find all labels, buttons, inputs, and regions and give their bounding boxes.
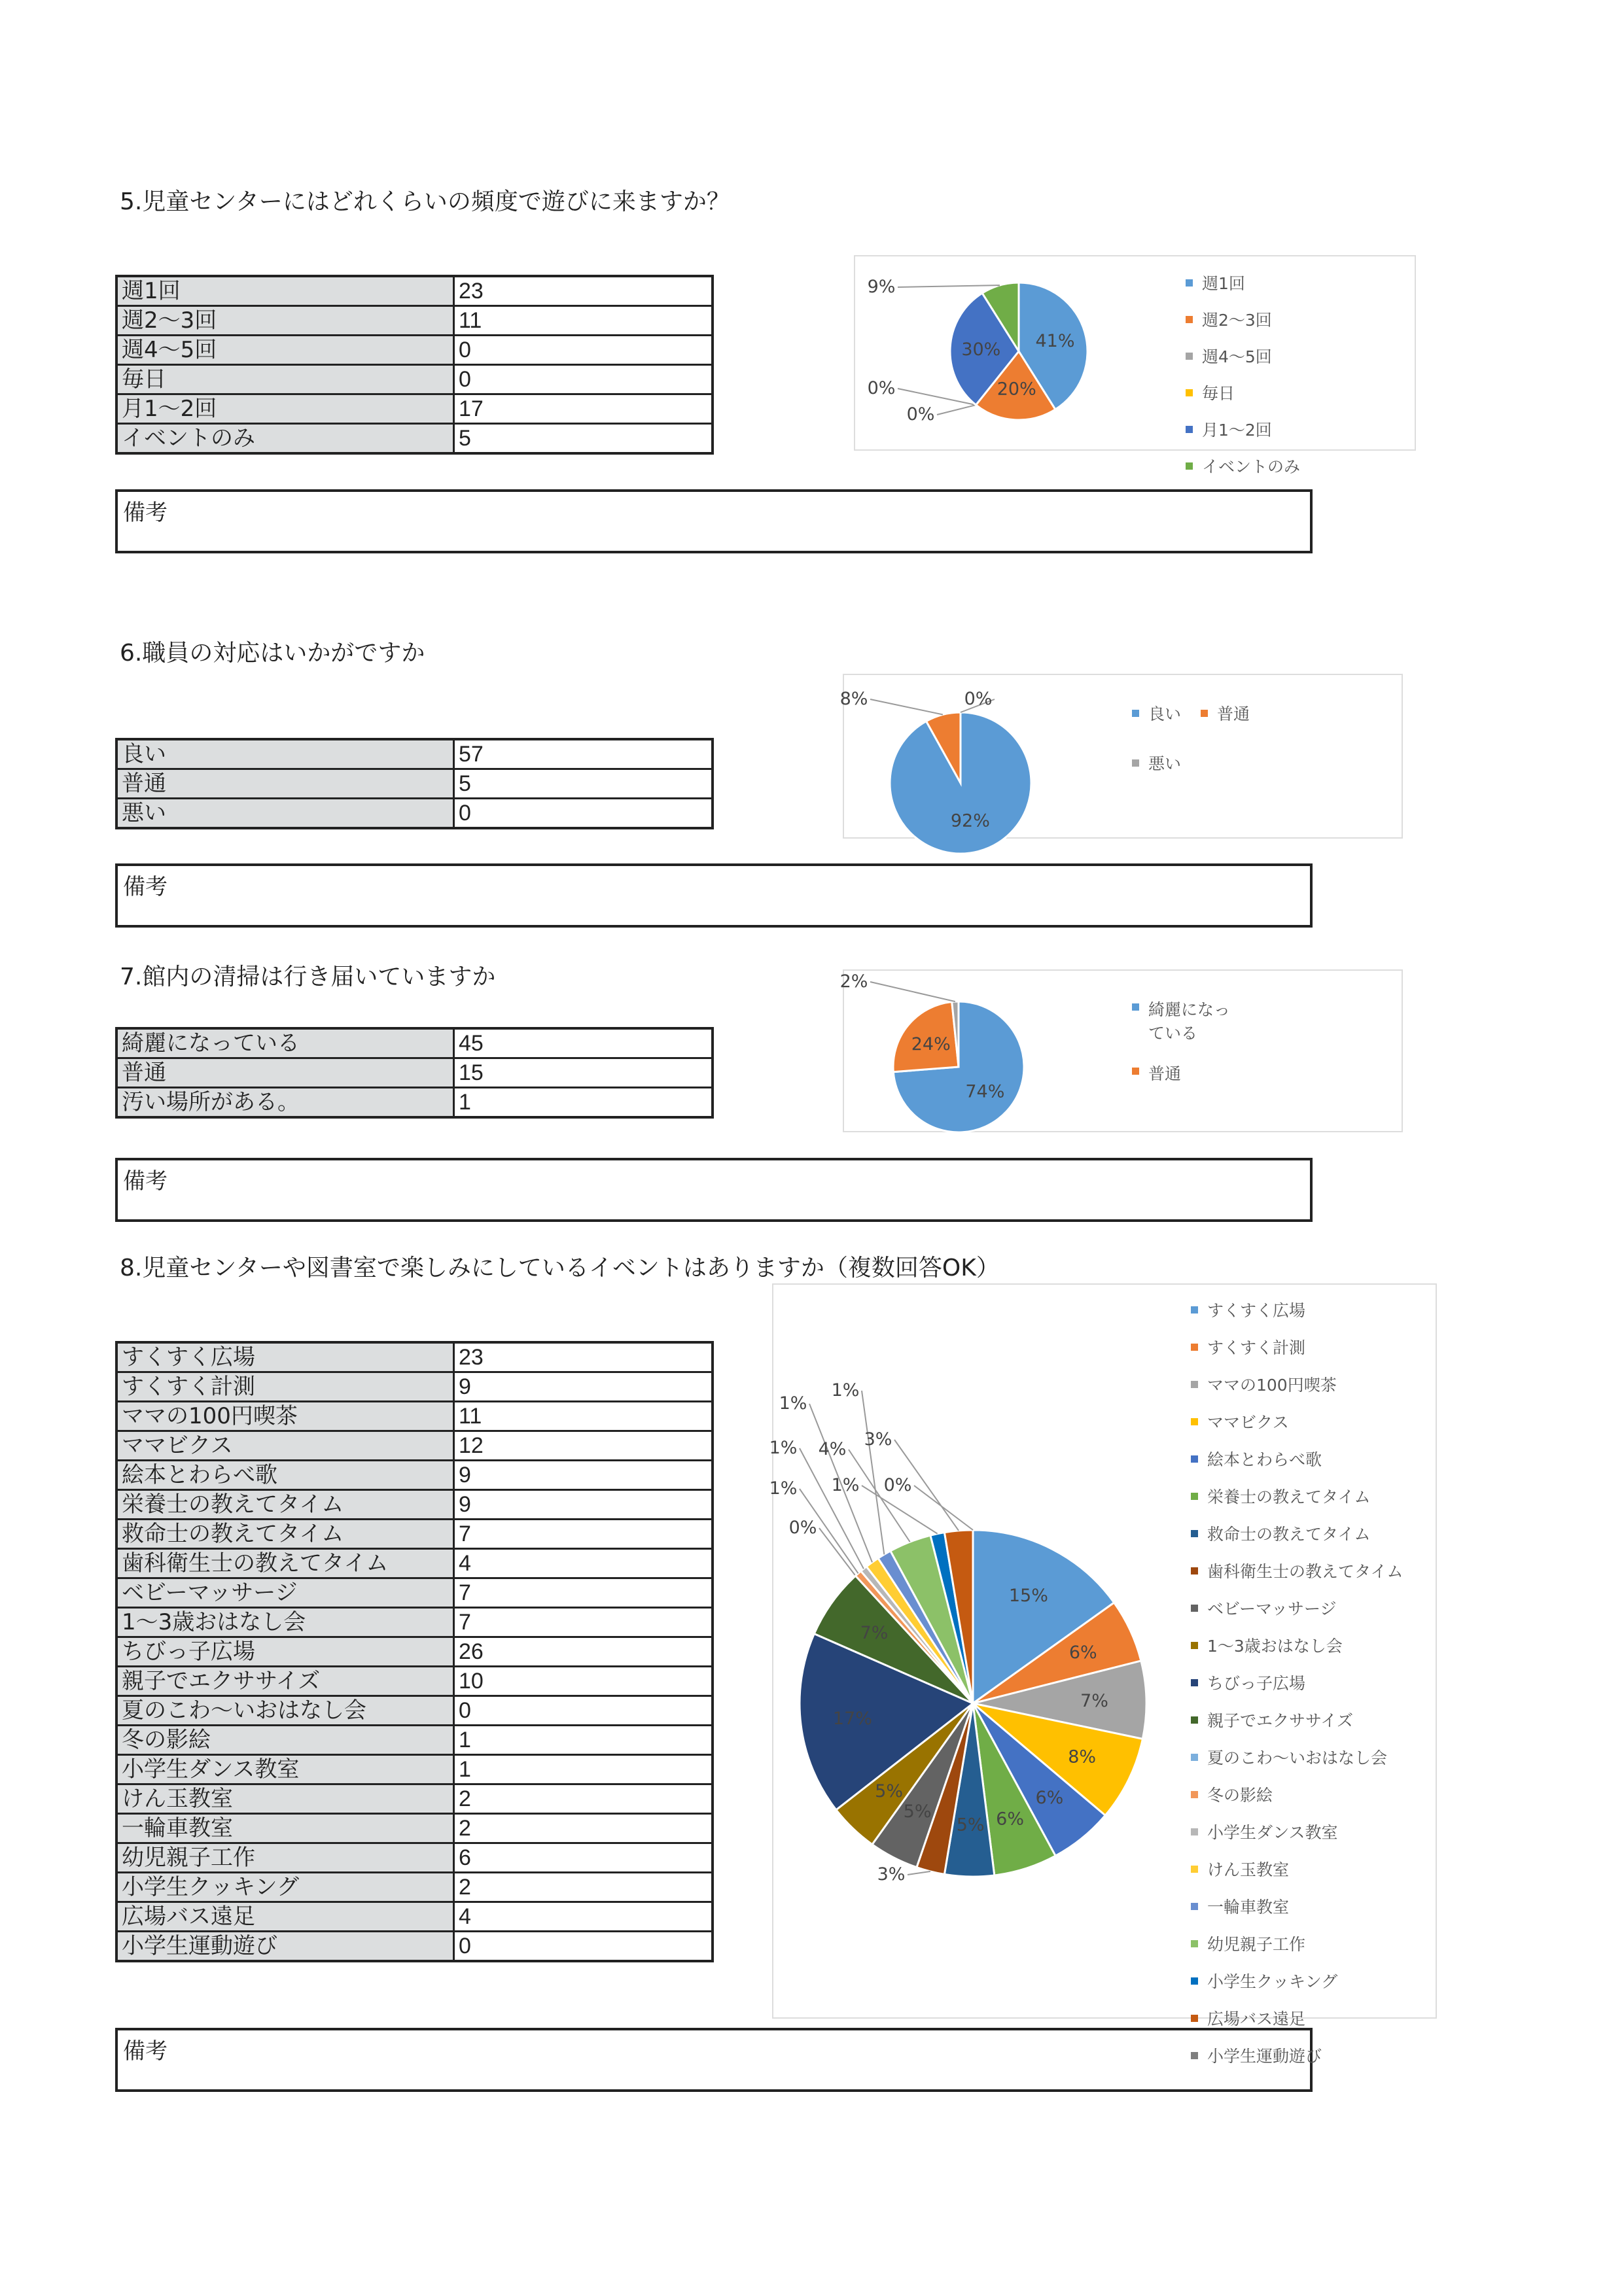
row-label: 栄養士の教えてタイム [116, 1490, 454, 1520]
row-label: ベビーマッサージ [116, 1578, 454, 1608]
legend-swatch-icon [1191, 1455, 1198, 1463]
legend-swatch-icon [1186, 353, 1193, 360]
legend-item [1132, 751, 1181, 774]
row-label: 週2～3回 [116, 306, 454, 336]
legend-item [1191, 1410, 1403, 1433]
legend-label: 良い [1148, 704, 1182, 723]
chart-2-box [839, 674, 1403, 839]
legend-swatch-icon [1132, 1003, 1139, 1011]
table-row [116, 799, 713, 829]
legend-item [1186, 381, 1300, 404]
row-value[interactable]: 5 [454, 769, 713, 799]
row-label: けん玉教室 [116, 1784, 454, 1814]
row-value[interactable]: 2 [454, 1873, 713, 1902]
legend-swatch-icon [1191, 1306, 1198, 1313]
legend-swatch-icon [1191, 2052, 1198, 2059]
chart-4-legend [1191, 1298, 1403, 2067]
pie-chart-cleanliness [839, 971, 1402, 1131]
legend-label: ちびっ子広場 [1207, 1674, 1306, 1693]
legend-item [1186, 417, 1300, 441]
legend-label: 広場バス遠足 [1207, 2009, 1306, 2028]
table-row [116, 1578, 713, 1608]
table-row [116, 1402, 713, 1431]
legend-label: 普通 [1148, 1064, 1182, 1083]
row-value[interactable]: 1 [454, 1755, 713, 1784]
pie-chart-visit-frequency [855, 256, 1415, 449]
legend-swatch-icon [1191, 1642, 1198, 1649]
legend-label: 一輪車教室 [1207, 1898, 1290, 1917]
legend-label: 冬の影絵 [1207, 1786, 1273, 1805]
row-value[interactable]: 2 [454, 1814, 713, 1843]
row-label: 広場バス遠足 [116, 1902, 454, 1932]
legend-label: すくすく広場 [1207, 1301, 1306, 1320]
legend-swatch-icon [1191, 1977, 1198, 1985]
row-label: 週1回 [116, 276, 454, 306]
slice-data-label: 5% [903, 1801, 932, 1822]
row-value[interactable]: 4 [454, 1902, 713, 1932]
legend-swatch-icon [1186, 316, 1193, 323]
row-label: ちびっ子広場 [116, 1637, 454, 1667]
row-label: 1～3歳おはなし会 [116, 1608, 454, 1637]
table-row [116, 1608, 713, 1637]
slice-data-label: 8% [839, 689, 868, 709]
legend-label: 月1～2回 [1202, 421, 1272, 440]
table-row [116, 1696, 713, 1726]
note-label: 備考 [123, 2038, 168, 2064]
slice-data-label: 0% [964, 689, 993, 709]
table-row [116, 424, 713, 454]
legend-item [1191, 1932, 1403, 1955]
row-label: 小学生クッキング [116, 1873, 454, 1902]
legend-swatch-icon [1191, 1903, 1198, 1910]
chart-3-legend [1132, 997, 1237, 1102]
slice-data-label: 41% [1035, 331, 1075, 352]
question-8-table [115, 1341, 714, 1962]
table-row [116, 1667, 713, 1696]
row-value[interactable]: 7 [454, 1608, 713, 1637]
legend-item [1132, 701, 1181, 725]
table-row [116, 1372, 713, 1402]
chart-2-legend [1132, 701, 1302, 774]
slice-data-label: 1% [779, 1393, 807, 1414]
legend-item [1191, 1447, 1403, 1470]
legend-item [1191, 1559, 1403, 1582]
slice-data-label: 92% [950, 810, 990, 831]
table-row [116, 1342, 713, 1372]
slice-data-label: 24% [911, 1034, 951, 1054]
legend-swatch-icon [1132, 1068, 1139, 1075]
legend-label: 週4～5回 [1202, 347, 1272, 366]
legend-label: ベビーマッサージ [1207, 1599, 1337, 1618]
slice-data-label: 8% [1068, 1747, 1097, 1767]
chart-4-box [769, 1283, 1437, 2066]
slice-data-label: 0% [906, 404, 935, 425]
table-row [116, 739, 713, 769]
slice-data-label: 9% [867, 277, 896, 297]
row-label: 普通 [116, 769, 454, 799]
row-value[interactable]: 9 [454, 1490, 713, 1520]
legend-item [1186, 344, 1300, 368]
row-label: 救命士の教えてタイム [116, 1520, 454, 1549]
legend-swatch-icon [1191, 1791, 1198, 1798]
row-label: 月1～2回 [116, 394, 454, 424]
slice-data-label: 5% [875, 1781, 903, 1801]
chart-1-legend [1186, 271, 1300, 491]
legend-label: ママビクス [1207, 1413, 1289, 1432]
legend-label: 小学生ダンス教室 [1207, 1823, 1338, 1842]
row-label: すくすく計測 [116, 1372, 454, 1402]
question-7-title: 7.館内の清掃は行き届いていますか [120, 964, 496, 990]
question-6-note-box[interactable] [115, 863, 1313, 928]
legend-label: 週1回 [1202, 274, 1245, 293]
note-label: 備考 [123, 1168, 168, 1194]
legend-swatch-icon [1191, 1754, 1198, 1761]
row-value[interactable]: 0 [454, 365, 713, 394]
legend-item [1191, 1745, 1403, 1769]
legend-item [1201, 701, 1250, 725]
row-label: 普通 [116, 1058, 454, 1088]
legend-item [1191, 1335, 1403, 1359]
slice-data-label: 17% [832, 1708, 872, 1729]
legend-swatch-icon [1132, 759, 1139, 767]
row-value[interactable]: 0 [454, 1932, 713, 1962]
leader-line [800, 1448, 864, 1569]
row-value[interactable]: 0 [454, 799, 713, 829]
legend-item [1132, 1061, 1237, 1085]
slice-data-label: 6% [1068, 1642, 1097, 1663]
leader-line [819, 1528, 856, 1576]
legend-label: 週2～3回 [1202, 311, 1272, 330]
table-row [116, 1932, 713, 1962]
legend-swatch-icon [1191, 2015, 1198, 2022]
legend-swatch-icon [1191, 1344, 1198, 1351]
slice-data-label: 6% [1035, 1787, 1064, 1808]
table-row [116, 1490, 713, 1520]
row-label: 絵本とわらべ歌 [116, 1461, 454, 1490]
row-value[interactable]: 0 [454, 336, 713, 365]
legend-item [1191, 1633, 1403, 1657]
row-value[interactable]: 9 [454, 1461, 713, 1490]
legend-label: 小学生運動遊び [1207, 2047, 1322, 2066]
legend-label: 救命士の教えてタイム [1207, 1525, 1371, 1544]
slice-data-label: 30% [961, 339, 1001, 360]
legend-swatch-icon [1191, 1940, 1198, 1947]
legend-label: 夏のこわ～いおはなし会 [1207, 1748, 1388, 1767]
legend-item [1191, 1783, 1403, 1806]
legend-swatch-icon [1201, 710, 1208, 717]
row-label: ママビクス [116, 1431, 454, 1461]
row-value[interactable]: 9 [454, 1372, 713, 1402]
legend-item [1191, 1894, 1403, 1918]
row-value[interactable]: 10 [454, 1667, 713, 1696]
question-7-note-box[interactable] [115, 1158, 1313, 1222]
legend-item [1191, 1372, 1403, 1396]
legend-label: けん玉教室 [1207, 1860, 1290, 1879]
row-value[interactable]: 26 [454, 1637, 713, 1667]
slice-data-label: 4% [818, 1439, 847, 1459]
note-label: 備考 [123, 874, 168, 900]
slice-data-label: 0% [883, 1475, 912, 1495]
row-value[interactable]: 45 [454, 1028, 713, 1058]
legend-swatch-icon [1191, 1567, 1198, 1574]
question-5-title: 5.児童センターにはどれくらいの頻度で遊びに来ますか？ [120, 188, 730, 215]
row-value[interactable]: 0 [454, 1696, 713, 1726]
legend-item [1191, 1596, 1403, 1620]
legend-swatch-icon [1186, 426, 1193, 433]
legend-item [1191, 1671, 1403, 1694]
row-value[interactable]: 5 [454, 424, 713, 454]
legend-swatch-icon [1186, 462, 1193, 470]
leader-line [908, 1871, 930, 1875]
note-label: 備考 [123, 500, 168, 526]
slice-data-label: 1% [831, 1475, 860, 1495]
table-row [116, 1873, 713, 1902]
row-value[interactable]: 7 [454, 1578, 713, 1608]
table-row [116, 336, 713, 365]
row-value[interactable]: 57 [454, 739, 713, 769]
table-row [116, 276, 713, 306]
row-value[interactable]: 12 [454, 1431, 713, 1461]
legend-swatch-icon [1191, 1530, 1198, 1537]
row-value[interactable]: 23 [454, 276, 713, 306]
legend-item [1186, 454, 1300, 478]
row-value[interactable]: 17 [454, 394, 713, 424]
legend-item [1191, 1969, 1403, 1992]
slice-data-label: 3% [877, 1864, 906, 1885]
table-row [116, 1784, 713, 1814]
leader-line [849, 1450, 910, 1542]
table-row [116, 1755, 713, 1784]
legend-item [1191, 1522, 1403, 1545]
legend-label: 親子でエクササイズ [1207, 1711, 1354, 1730]
row-label: 冬の影絵 [116, 1726, 454, 1755]
table-row [116, 1520, 713, 1549]
row-label: ママの100円喫茶 [116, 1402, 454, 1431]
row-label: 小学生運動遊び [116, 1932, 454, 1962]
legend-label: 絵本とわらべ歌 [1207, 1450, 1322, 1469]
slice-data-label: 1% [769, 1438, 798, 1458]
leader-line [862, 1391, 884, 1554]
legend-swatch-icon [1191, 1866, 1198, 1873]
slice-data-label: 20% [997, 379, 1036, 400]
table-row [116, 1028, 713, 1058]
slice-data-label: 2% [839, 971, 868, 992]
question-8-note-box[interactable] [115, 2028, 1313, 2092]
table-row [116, 1088, 713, 1118]
question-8-title: 8.児童センターや図書室で楽しみにしているイベントはありますか（複数回答OK） [120, 1255, 1000, 1281]
legend-label: 毎日 [1202, 384, 1235, 403]
legend-label: 綺麗になっている [1148, 1000, 1231, 1043]
legend-label: 幼児親子工作 [1207, 1935, 1306, 1954]
legend-swatch-icon [1191, 1605, 1198, 1612]
legend-item [1191, 1857, 1403, 1881]
row-label: 週4～5回 [116, 336, 454, 365]
table-row [116, 1431, 713, 1461]
slice-data-label: 0% [788, 1518, 817, 1538]
table-row [116, 1637, 713, 1667]
table-row [116, 365, 713, 394]
row-label: 毎日 [116, 365, 454, 394]
legend-item [1191, 2044, 1403, 2067]
table-row [116, 1549, 713, 1578]
leader-line [898, 285, 1000, 287]
leader-line [870, 982, 955, 1001]
legend-label: 小学生クッキング [1207, 1972, 1338, 1991]
table-row [116, 769, 713, 799]
chart-3-box [839, 969, 1403, 1132]
row-label: 悪い [116, 799, 454, 829]
legend-swatch-icon [1132, 710, 1139, 717]
slice-data-label: 0% [867, 378, 896, 398]
legend-item [1132, 997, 1237, 1044]
chart-1-box [854, 255, 1416, 476]
question-5-note-box[interactable] [115, 489, 1313, 553]
row-label: 汚い場所がある。 [116, 1088, 454, 1118]
row-value[interactable]: 6 [454, 1843, 713, 1873]
table-row [116, 1726, 713, 1755]
legend-item [1191, 1484, 1403, 1508]
leader-line [937, 405, 976, 415]
leader-line [914, 1486, 973, 1530]
row-label: 親子でエクササイズ [116, 1667, 454, 1696]
question-7-table [115, 1027, 714, 1119]
row-label: 一輪車教室 [116, 1814, 454, 1843]
legend-swatch-icon [1191, 1828, 1198, 1835]
slice-data-label: 1% [831, 1380, 860, 1400]
legend-label: すくすく計測 [1207, 1338, 1306, 1357]
legend-swatch-icon [1186, 389, 1193, 396]
pie-chart-staff-response [839, 675, 1402, 837]
slice-data-label: 7% [1080, 1691, 1108, 1712]
legend-swatch-icon [1191, 1418, 1198, 1425]
row-label: 綺麗になっている [116, 1028, 454, 1058]
row-value[interactable]: 7 [454, 1520, 713, 1549]
legend-label: 1～3歳おはなし会 [1207, 1637, 1343, 1656]
legend-swatch-icon [1191, 1679, 1198, 1686]
slice-data-label: 1% [769, 1478, 798, 1499]
row-value[interactable]: 1 [454, 1088, 713, 1118]
legend-label: 栄養士の教えてタイム [1207, 1487, 1371, 1506]
legend-swatch-icon [1186, 279, 1193, 287]
legend-label: イベントのみ [1202, 457, 1301, 476]
legend-label: 普通 [1217, 704, 1250, 723]
legend-swatch-icon [1191, 1716, 1198, 1724]
leader-line [870, 699, 943, 714]
table-row [116, 306, 713, 336]
slice-data-label: 74% [965, 1081, 1005, 1102]
row-value[interactable]: 1 [454, 1726, 713, 1755]
row-label: イベントのみ [116, 424, 454, 454]
question-6-title: 6.職員の対応はいかがですか [120, 640, 425, 667]
row-value[interactable]: 23 [454, 1342, 713, 1372]
row-value[interactable]: 4 [454, 1549, 713, 1578]
table-row [116, 1058, 713, 1088]
row-label: 良い [116, 739, 454, 769]
question-5-table [115, 275, 714, 455]
legend-label: 悪い [1148, 754, 1182, 773]
row-label: 幼児親子工作 [116, 1843, 454, 1873]
table-row [116, 1461, 713, 1490]
row-value[interactable]: 2 [454, 1784, 713, 1814]
legend-item [1186, 307, 1300, 331]
row-value[interactable]: 15 [454, 1058, 713, 1088]
row-label: 夏のこわ～いおはなし会 [116, 1696, 454, 1726]
legend-item [1191, 1820, 1403, 1843]
slice-data-label: 5% [956, 1815, 985, 1835]
table-row [116, 1902, 713, 1932]
legend-label: ママの100円喫茶 [1207, 1376, 1337, 1395]
row-value[interactable]: 11 [454, 1402, 713, 1431]
table-row [116, 1843, 713, 1873]
legend-swatch-icon [1191, 1493, 1198, 1500]
legend-item [1186, 271, 1300, 294]
slice-data-label: 3% [864, 1429, 892, 1450]
legend-swatch-icon [1191, 1381, 1198, 1388]
slice-data-label: 6% [996, 1809, 1025, 1830]
row-value[interactable]: 11 [454, 306, 713, 336]
table-row [116, 1814, 713, 1843]
row-label: 小学生ダンス教室 [116, 1755, 454, 1784]
table-row [116, 394, 713, 424]
row-label: 歯科衛生士の教えてタイム [116, 1549, 454, 1578]
legend-item [1191, 1298, 1403, 1321]
legend-item [1191, 1708, 1403, 1731]
legend-label: 歯科衛生士の教えてタイム [1207, 1562, 1403, 1581]
question-6-table [115, 738, 714, 829]
legend-item [1191, 2006, 1403, 2030]
slice-data-label: 15% [1008, 1586, 1048, 1607]
row-label: すくすく広場 [116, 1342, 454, 1372]
slice-data-label: 7% [860, 1623, 889, 1644]
